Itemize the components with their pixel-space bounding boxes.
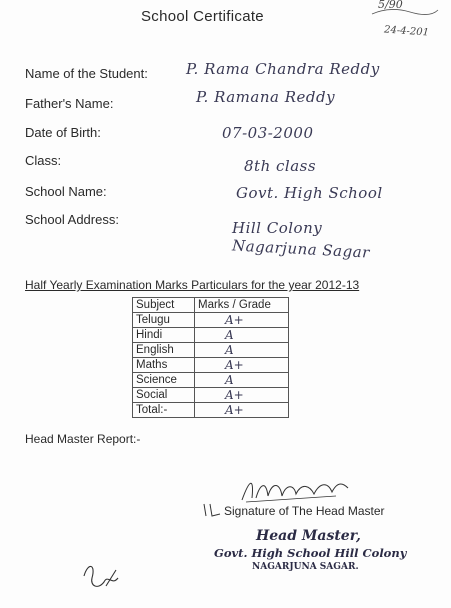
grade-cell: A+ <box>195 313 289 328</box>
grade-cell: A+ <box>195 388 289 403</box>
class-label: Class: <box>25 153 62 168</box>
subject-cell: Maths <box>133 358 195 373</box>
marks-column-header: Marks / Grade <box>195 298 289 313</box>
subject-cell: Social <box>133 388 195 403</box>
signature-caption: Signature of The Head Master <box>224 504 385 518</box>
stamp-school: Govt. High School Hill Colony <box>214 546 407 560</box>
subject-cell: Hindi <box>133 328 195 343</box>
school-name-value: Govt. High School <box>236 184 383 202</box>
subject-cell: English <box>133 343 195 358</box>
corner-scribble <box>370 4 440 18</box>
father-name-label: Father's Name: <box>25 96 114 111</box>
school-address-line1: Hill Colony <box>232 219 323 237</box>
subject-cell: Telugu <box>133 313 195 328</box>
table-row <box>133 403 289 418</box>
school-name-label: School Name: <box>25 184 107 199</box>
table-row <box>133 388 289 403</box>
student-name-label: Name of the Student: <box>25 66 148 81</box>
table-row <box>133 343 289 358</box>
corner-note-reference: 5/90 <box>378 0 403 11</box>
student-name-value: P. Rama Chandra Reddy <box>186 60 380 78</box>
stamp-location: NAGARJUNA SAGAR. <box>252 562 359 572</box>
marks-table <box>132 297 289 418</box>
table-row <box>133 328 289 343</box>
table-row <box>133 358 289 373</box>
bottom-left-scribble <box>76 556 126 596</box>
stamp-title: Head Master, <box>256 528 361 544</box>
table-row <box>133 373 289 388</box>
grade-cell: A <box>195 343 289 358</box>
grade-cell: A+ <box>195 358 289 373</box>
class-value: 8th class <box>244 157 317 175</box>
initials-scribble <box>200 500 224 520</box>
corner-note-date: 24-4-201 <box>383 24 430 39</box>
dob-value: 07-03-2000 <box>222 124 314 142</box>
grade-cell: A <box>195 373 289 388</box>
subject-column-header: Subject <box>133 298 195 313</box>
headmaster-signature-scribble <box>236 474 356 508</box>
father-name-value: P. Ramana Reddy <box>196 88 336 106</box>
school-address-label: School Address: <box>25 212 119 227</box>
school-address-line2: Nagarjuna Sagar <box>231 236 371 262</box>
dob-label: Date of Birth: <box>25 125 101 140</box>
grade-cell: A <box>195 328 289 343</box>
certificate-title: School Certificate <box>141 8 264 25</box>
grade-cell: A+ <box>195 403 289 418</box>
table-row <box>133 313 289 328</box>
head-master-report-label: Head Master Report:- <box>25 432 141 446</box>
marks-table-header-row <box>133 298 289 313</box>
subject-cell: Science <box>133 373 195 388</box>
marks-heading: Half Yearly Examination Marks Particulars for the year 2012-13 <box>25 278 360 292</box>
subject-cell: Total:- <box>133 403 195 418</box>
